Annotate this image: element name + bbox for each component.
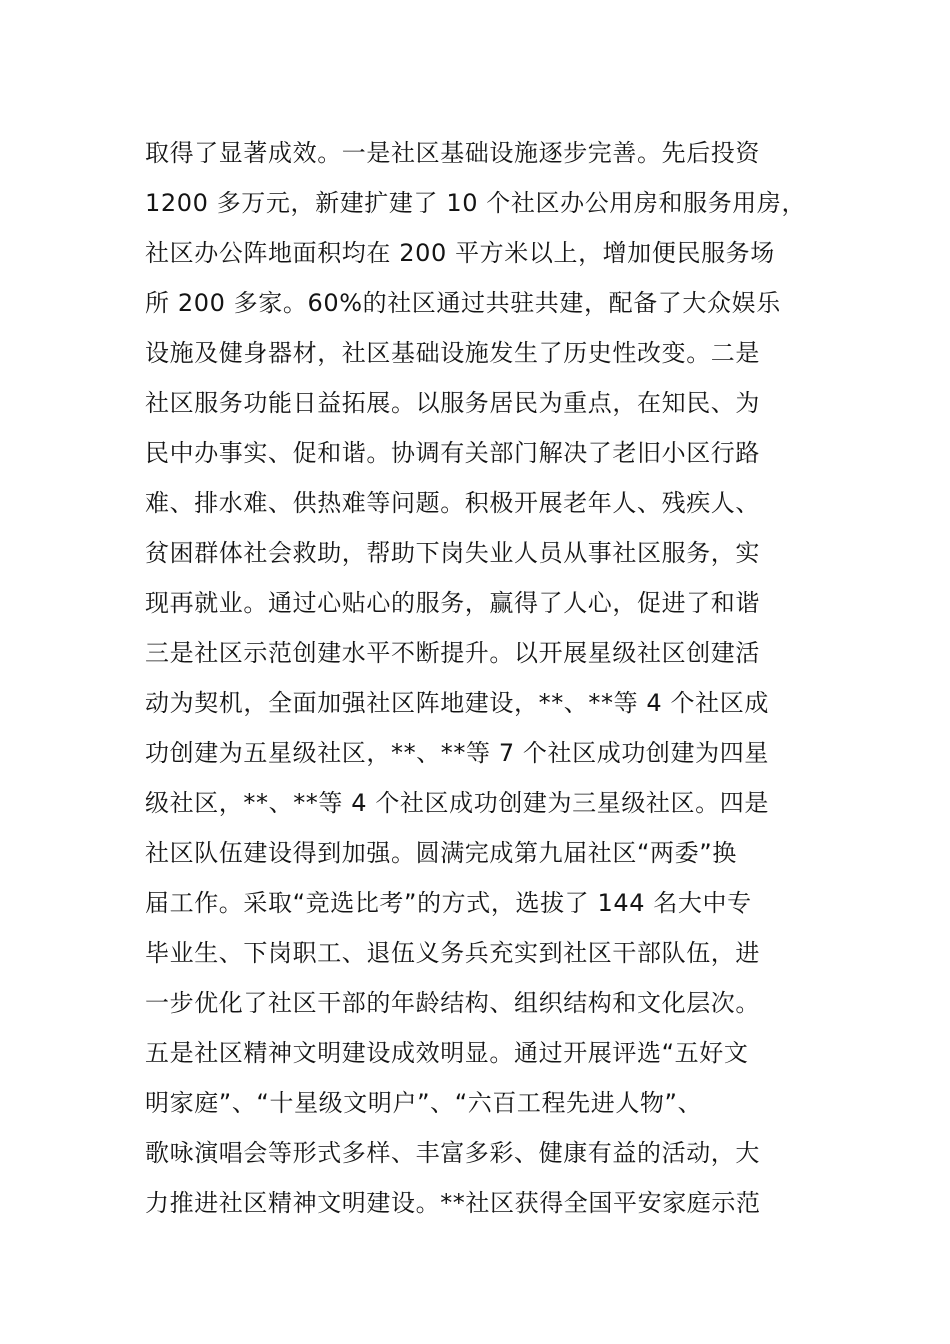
text-line: 动为契机，全面加强社区阵地建设，**、**等 4 个社区成 [145, 689, 769, 717]
text-line: 力推进社区精神文明建设。**社区获得全国平安家庭示范 [145, 1189, 761, 1217]
text-line: 难、排水难、供热难等问题。积极开展老年人、残疾人、 [145, 489, 760, 517]
text-line: 级社区，**、**等 4 个社区成功创建为三星级社区。四是 [145, 789, 769, 817]
text-line: 现再就业。通过心贴心的服务，赢得了人心，促进了和谐 [145, 589, 760, 617]
text-line: 毕业生、下岗职工、退伍义务兵充实到社区干部队伍，进 [145, 939, 760, 967]
text-line: 歌咏演唱会等形式多样、丰富多彩、健康有益的活动，大 [145, 1139, 760, 1167]
text-line: 民中办事实、促和谐。协调有关部门解决了老旧小区行路 [145, 439, 760, 467]
text-line: 1200 多万元，新建扩建了 10 个社区办公用房和服务用房， [145, 189, 807, 217]
text-line: 取得了显著成效。一是社区基础设施逐步完善。先后投资 [145, 139, 760, 167]
body-text [145, 128, 845, 1228]
text-line: 三是社区示范创建水平不断提升。以开展星级社区创建活 [145, 639, 760, 667]
text-line: 设施及健身器材，社区基础设施发生了历史性改变。二是 [145, 339, 760, 367]
text-line: 贫困群体社会救助，帮助下岗失业人员从事社区服务，实 [145, 539, 760, 567]
text-line: 所 200 多家。60%的社区通过共驻共建，配备了大众娱乐 [145, 289, 781, 317]
text-line: 社区队伍建设得到加强。圆满完成第九届社区“两委”换 [145, 839, 737, 867]
text-line: 届工作。采取“竞选比考”的方式，选拔了 144 名大中专 [145, 889, 752, 917]
text-line: 功创建为五星级社区，**、**等 7 个社区成功创建为四星 [145, 739, 769, 767]
text-line: 一步优化了社区干部的年龄结构、组织结构和文化层次。 [145, 989, 760, 1017]
text-line: 社区办公阵地面积均在 200 平方米以上，增加便民服务场 [145, 239, 775, 267]
text-line: 明家庭”、“十星级文明户”、“六百工程先进人物”、 [145, 1089, 703, 1117]
text-line: 五是社区精神文明建设成效明显。通过开展评选“五好文 [145, 1039, 749, 1067]
text-line: 社区服务功能日益拓展。以服务居民为重点，在知民、为 [145, 389, 760, 417]
